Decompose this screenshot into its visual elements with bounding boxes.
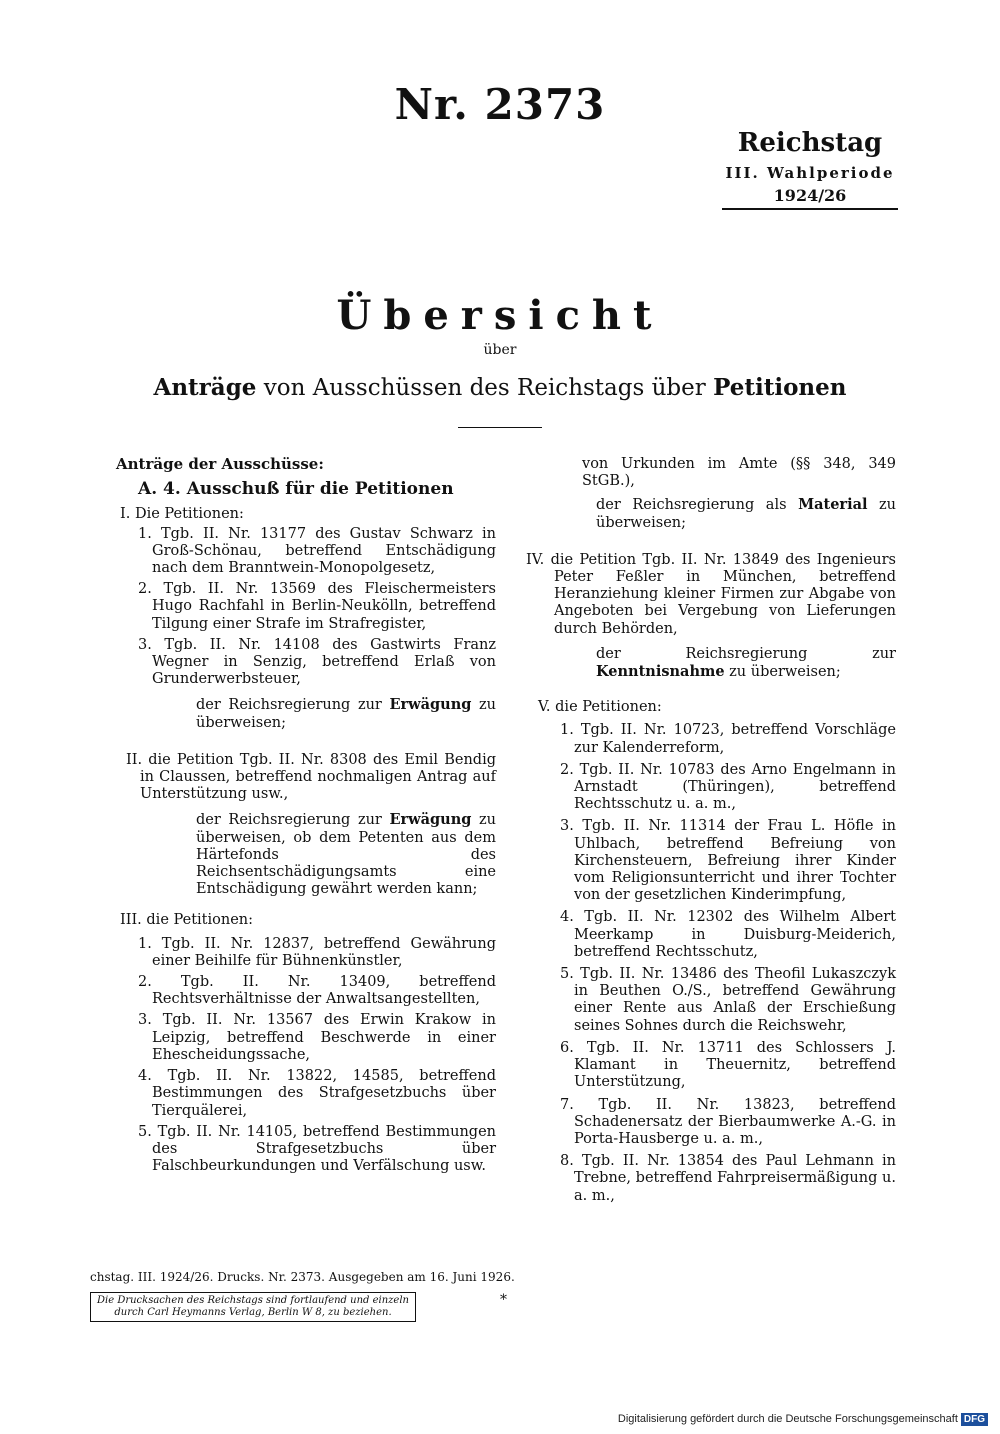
list-item: 5. Tgb. II. Nr. 14105, betreffend Bestimmungen des Strafgesetzbuchs über Falschbeurkundungen und Verfälschung usw. <box>138 1123 496 1175</box>
list-item: 7. Tgb. II. Nr. 13823, betreffend Schadenersatz der Bierbaumwerke A.-G. in Porta-Hausberge u. a. m., <box>560 1096 896 1147</box>
list-item: 2. Tgb. II. Nr. 10783 des Arno Engelmann in Arnstadt (Thüringen), betreffend Rechtsschutz u. a. m., <box>560 761 896 813</box>
dfg-credit: Digitalisierung gefördert durch die Deutsche Forschungsgemeinschaft DFG <box>618 1413 988 1426</box>
heading-antraege: Anträge der Ausschüsse: <box>116 455 324 473</box>
list-item: 1. Tgb. II. Nr. 10723, betreffend Vorschläge zur Kalenderreform, <box>560 722 896 756</box>
resolution-III: der Reichsregierung als Material zu überweisen; <box>596 496 896 531</box>
title-rule <box>458 427 542 428</box>
asterisk-mark: * <box>500 1292 507 1308</box>
reichstag-label: Reichstag <box>737 128 883 158</box>
section-III-label: III. die Petitionen: <box>120 912 253 929</box>
list-item: 3. Tgb. II. Nr. 14108 des Gastwirts Franz Wegner in Senzig, betreffend Erlaß von Grunderwerbsteuer, <box>138 636 496 688</box>
title-connector: über <box>483 342 517 358</box>
publisher-note: Die Drucksachen des Reichstags sind fortlaufend und einzeln durch Carl Heymanns Verlag, Berlin W 8, zu beziehen. <box>90 1292 416 1322</box>
resolution-II: der Reichsregierung zur Erwägung zu überweisen, ob dem Petenten aus dem Härtefonds des Reichsentschädigungsamts eine Entschädigung gewährt werden kann; <box>196 811 496 898</box>
list-item: 3. Tgb. II. Nr. 11314 der Frau L. Höfle in Uhlbach, betreffend Befreiung von Kirchensteuern, Befreiung ihrer Kinder vom Religionsunterricht und ihrer Tochter von der gesetzlichen Kinderimpfung, <box>560 818 896 904</box>
section-heading: A. 4. Ausschuß für die Petitionen <box>138 479 454 500</box>
left-column <box>116 456 496 1175</box>
list-item: 3. Tgb. II. Nr. 13567 des Erwin Krakow in Leipzig, betreffend Beschwerde in einer Ehescheidungssache, <box>138 1012 496 1063</box>
section-V-label: V. die Petitionen: <box>538 699 662 716</box>
section-II: II. die Petition Tgb. II. Nr. 8308 des Emil Bendig in Claussen, betreffend nochmaligen Antrag auf Unterstützung usw., <box>126 751 496 803</box>
list-item: 2. Tgb. II. Nr. 13409, betreffend Rechtsverhältnisse der Anwaltsangestellten, <box>138 974 496 1008</box>
resolution-I: der Reichsregierung zur Erwägung zu überweisen; <box>196 696 496 731</box>
page-subtitle: Anträge von Ausschüssen des Reichstags über Petitionen <box>153 374 847 401</box>
list-item: 1. Tgb. II. Nr. 13177 des Gustav Schwarz in Groß-Schönau, betreffend Entschädigung nach dem Branntwein-Monopolgesetz, <box>138 525 496 577</box>
print-info: chstag. III. 1924/26. Drucks. Nr. 2373. Ausgegeben am 16. Juni 1926. <box>90 1270 515 1284</box>
section-IV: IV. die Petition Tgb. II. Nr. 13849 des Ingenieurs Peter Feßler in München, betreffend Heranziehung kleiner Firmen zur Abgabe von Angeboten bei Vergebung von Lieferungen durch Behörden, <box>526 551 896 637</box>
years-label: 1924/26 <box>773 186 847 205</box>
list-item: 2. Tgb. II. Nr. 13569 des Fleischermeisters Hugo Rachfahl in Berlin-Neukölln, betreffend Tilgung einer Strafe im Strafregister, <box>138 581 496 632</box>
period-label: III. Wahlperiode <box>725 164 895 182</box>
resolution-IV: der Reichsregierung zur Kenntnisnahme zu überweisen; <box>596 645 896 681</box>
right-column <box>526 456 896 1205</box>
list-item: 8. Tgb. II. Nr. 13854 des Paul Lehmann in Trebne, betreffend Fahrpreisermäßigung u. a. m., <box>560 1153 896 1204</box>
list-item: 6. Tgb. II. Nr. 13711 des Schlossers J. Klamant in Theuernitz, betreffend Unterstützung, <box>560 1039 896 1091</box>
list-item: 4. Tgb. II. Nr. 12302 des Wilhelm Albert Meerkamp in Duisburg-Meiderich, betreffend Rechtsschutz, <box>560 909 896 960</box>
continuation: von Urkunden im Amte (§§ 348, 349 StGB.), <box>582 456 896 490</box>
document-number: Nr. 2373 <box>394 80 606 129</box>
section-I-label: I. Die Petitionen: <box>120 506 244 523</box>
list-item: 5. Tgb. II. Nr. 13486 des Theofil Lukaszczyk in Beuthen O./S., betreffend Gewährung einer Rente aus Anlaß der Erschießung seines Sohnes durch die Reichswehr, <box>560 966 896 1034</box>
dfg-logo: DFG <box>961 1413 988 1426</box>
page-title: Übersicht <box>336 292 664 339</box>
list-item: 4. Tgb. II. Nr. 13822, 14585, betreffend Bestimmungen des Strafgesetzbuchs über Tierquälerei, <box>138 1068 496 1119</box>
list-item: 1. Tgb. II. Nr. 12837, betreffend Gewährung einer Beihilfe für Bühnenkünstler, <box>138 935 496 969</box>
header-rule <box>722 208 898 210</box>
